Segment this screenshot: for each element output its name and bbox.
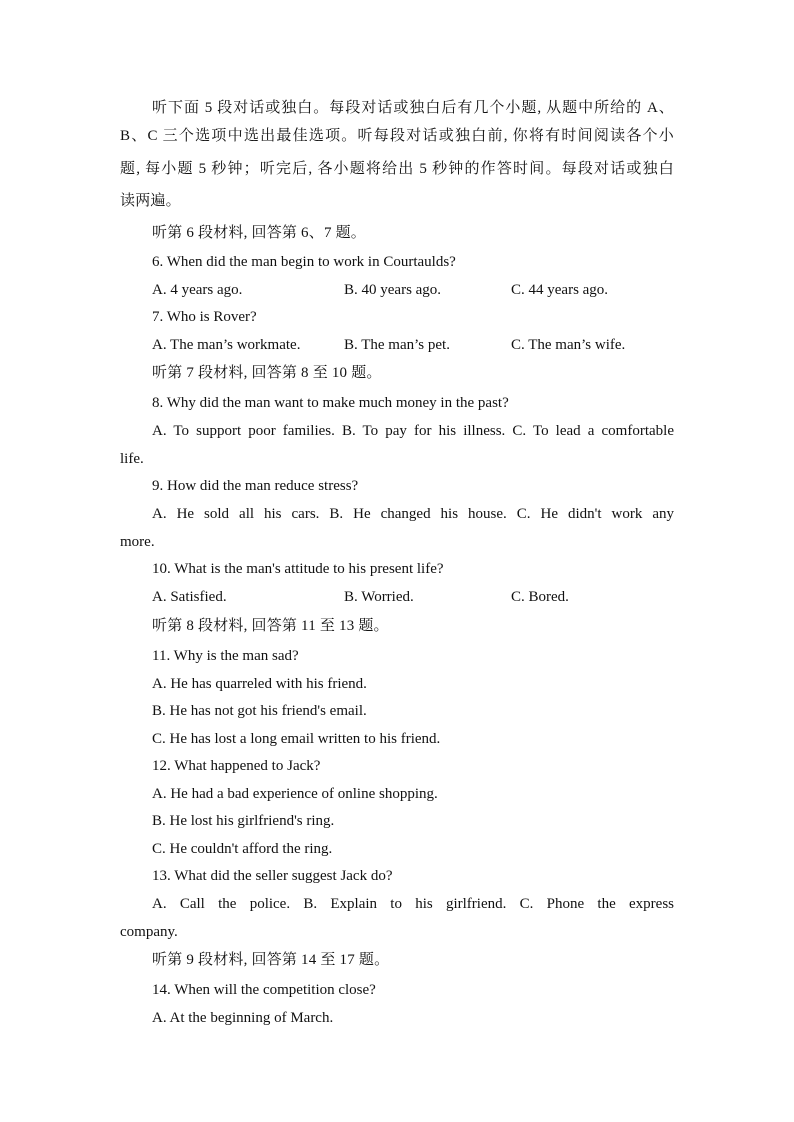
question-13-options-line-2: company.	[120, 924, 178, 940]
question-11-stem: 11. Why is the man sad?	[152, 648, 299, 664]
question-10-option-c: C. Bored.	[511, 589, 569, 605]
question-6-option-a: A. 4 years ago.	[152, 282, 243, 298]
question-7-option-c: C. The man’s wife.	[511, 337, 626, 353]
section-heading-6: 听第 6 段材料, 回答第 6、7 题。	[152, 225, 367, 241]
question-10-option-b: B. Worried.	[344, 589, 414, 605]
question-9-options-line-2: more.	[120, 534, 155, 550]
instructions-line-4: 读两遍。	[120, 193, 181, 209]
question-13-stem: 13. What did the seller suggest Jack do?	[152, 868, 393, 884]
instructions-line-3: 题, 每小题 5 秒钟；听完后, 各小题将给出 5 秒钟的作答时间。每段对话或独白	[120, 161, 674, 177]
question-7-option-b: B. The man’s pet.	[344, 337, 450, 353]
question-14-option-a: A. At the beginning of March.	[152, 1010, 334, 1026]
question-6-option-c: C. 44 years ago.	[511, 282, 609, 298]
question-12-stem: 12. What happened to Jack?	[152, 758, 321, 774]
question-9-options-line-1: A. He sold all his cars. B. He changed his house. C. He didn't work any	[152, 506, 674, 522]
question-8-options-line-1: A. To support poor families. B. To pay for his illness. C. To lead a comfortable	[152, 423, 674, 439]
question-7-option-a: A. The man’s workmate.	[152, 337, 301, 353]
section-heading-8: 听第 8 段材料, 回答第 11 至 13 题。	[152, 618, 389, 634]
question-12-option-b: B. He lost his girlfriend's ring.	[152, 813, 335, 829]
question-6-option-b: B. 40 years ago.	[344, 282, 442, 298]
section-heading-7: 听第 7 段材料, 回答第 8 至 10 题。	[152, 365, 382, 381]
question-11-option-b: B. He has not got his friend's email.	[152, 703, 367, 719]
question-10-stem: 10. What is the man's attitude to his present life?	[152, 561, 444, 577]
question-13-options-line-1: A. Call the police. B. Explain to his girlfriend. C. Phone the express	[152, 896, 674, 912]
question-12-option-a: A. He had a bad experience of online shopping.	[152, 786, 438, 802]
question-8-stem: 8. Why did the man want to make much money in the past?	[152, 395, 509, 411]
instructions-line-1: 听下面 5 段对话或独白。每段对话或独白后有几个小题, 从题中所给的 A、	[152, 100, 674, 116]
question-6-stem: 6. When did the man begin to work in Courtaulds?	[152, 254, 456, 270]
question-7-stem: 7. Who is Rover?	[152, 309, 257, 325]
instructions-line-2: B、C 三个选项中选出最佳选项。听每段对话或独白前, 你将有时间阅读各个小	[120, 128, 674, 144]
question-11-option-c: C. He has lost a long email written to his friend.	[152, 731, 441, 747]
question-11-option-a: A. He has quarreled with his friend.	[152, 676, 367, 692]
section-heading-9: 听第 9 段材料, 回答第 14 至 17 题。	[152, 952, 390, 968]
question-14-stem: 14. When will the competition close?	[152, 982, 376, 998]
question-10-option-a: A. Satisfied.	[152, 589, 227, 605]
question-9-stem: 9. How did the man reduce stress?	[152, 478, 359, 494]
question-8-options-line-2: life.	[120, 451, 144, 467]
question-12-option-c: C. He couldn't afford the ring.	[152, 841, 333, 857]
